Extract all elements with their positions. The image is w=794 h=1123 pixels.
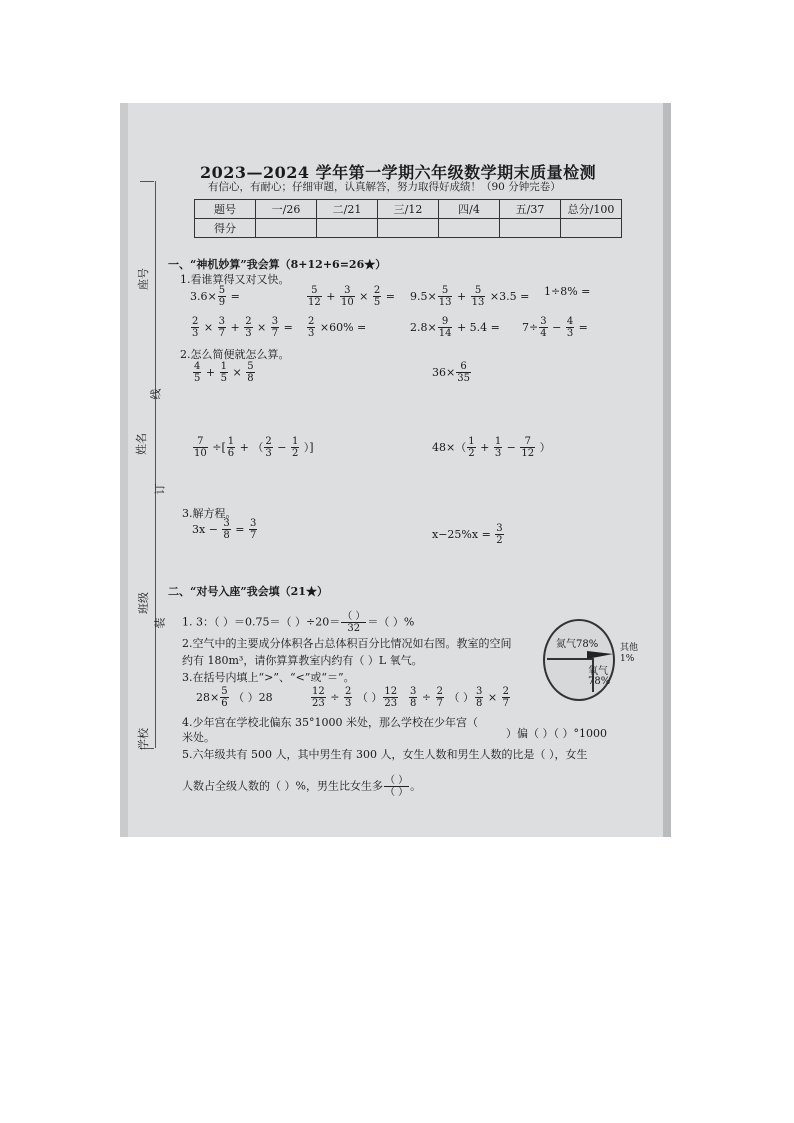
expression-text: ×: [355, 289, 372, 303]
expression-text: ×3.5 =: [486, 289, 530, 303]
expression-text: ×: [200, 320, 217, 334]
expression-text: （ ）: [353, 690, 383, 704]
s2-q4-line2: 米处。: [182, 731, 215, 744]
expression-text: ×: [228, 365, 246, 379]
score-input-cell[interactable]: [317, 219, 378, 238]
s2-q4-line1: 4.少年宫在学校北偏东 35°1000 米处，那么学校在少年宫（: [182, 716, 478, 729]
q1-expression: [306, 316, 366, 339]
fraction: [475, 686, 483, 709]
fraction: [373, 285, 381, 308]
pie-label-nitrogen: 氮气78%: [556, 639, 599, 650]
section2-heading: 二、“对号入座”我会填（21★）: [168, 585, 328, 598]
s2-q5-text: 人数占全级人数的（ ）%，男生比女生多: [182, 779, 383, 793]
fraction-denominator: 14: [438, 328, 452, 339]
q3-equation: [192, 518, 258, 541]
binding-margin-label: 装: [153, 617, 167, 629]
fraction-denominator: 3: [192, 328, 199, 339]
score-value-row: [195, 219, 622, 238]
s2-q3-comparison: [196, 686, 273, 709]
fraction: [494, 436, 502, 459]
q1-expression: [306, 285, 395, 308]
expression-text: =: [575, 320, 588, 334]
q2-heading: 2.怎么简便就怎么算。: [180, 348, 290, 361]
fraction-denominator: 7: [250, 530, 257, 541]
fraction-denominator: 7: [218, 328, 225, 339]
expression-text: （ ）: [444, 690, 474, 704]
expression-text: =: [280, 320, 293, 334]
fraction-denominator: 4: [540, 328, 547, 339]
fraction-denominator: 3: [245, 328, 252, 339]
fraction-numerator: 5: [307, 285, 322, 297]
fraction: [383, 686, 398, 709]
fraction-numerator: 4: [566, 316, 574, 327]
fraction-denominator: 3: [265, 448, 272, 459]
s2-q5-line2: [182, 775, 421, 798]
fraction: [222, 518, 230, 541]
fraction-denominator: 2: [496, 535, 503, 546]
fraction-numerator: 5: [218, 285, 226, 296]
fraction: [502, 686, 510, 709]
fraction-denominator: 3: [566, 328, 574, 339]
fraction-denominator: 35: [457, 373, 470, 384]
s2-q3-comparison: [310, 686, 399, 709]
fraction: [438, 316, 453, 339]
fraction: [291, 436, 299, 459]
expression-text: =: [227, 289, 240, 303]
fraction-numerator: 2: [265, 436, 272, 447]
fraction-numerator: 2: [308, 316, 315, 327]
binding-tick: [140, 181, 154, 182]
expression-text: 36×: [432, 365, 456, 379]
expression-text: =: [382, 289, 395, 303]
fraction-denominator: 7: [436, 698, 443, 709]
expression-text: 1÷8% =: [544, 285, 591, 298]
fraction-denominator: 13: [438, 297, 452, 308]
expression-text: −: [273, 440, 290, 454]
fraction-numerator: 2: [192, 316, 199, 327]
fraction: [520, 436, 535, 459]
fraction-numerator: 12: [312, 686, 325, 697]
score-header-cell: 总分/100: [561, 200, 622, 219]
s2-q1-frac-num: （ ）: [342, 611, 366, 622]
pie-label-oxygen: 氧气: [588, 666, 608, 677]
fraction-numerator: 4: [194, 361, 201, 372]
score-header-cell: 题号: [195, 200, 256, 219]
fraction-denominator: 8: [247, 373, 254, 384]
fraction: [539, 316, 547, 339]
fraction-numerator: 1: [220, 361, 227, 372]
q1-expression: [544, 285, 590, 298]
fraction-numerator: 3: [410, 686, 417, 697]
binding-line: [155, 181, 156, 748]
fraction-numerator: 6: [456, 361, 471, 373]
expression-text: + （: [236, 440, 264, 454]
fraction-numerator: 3: [496, 523, 503, 534]
expression-text: + 5.4 =: [453, 320, 500, 334]
s2-q1-text-a: 1. 3：（ ）＝0.75＝（ ）÷20＝: [182, 615, 341, 629]
fraction-denominator: 3: [494, 448, 502, 459]
score-header-row: [195, 200, 622, 219]
binding-margin-label: 姓名: [135, 433, 148, 455]
fraction-denominator: 5: [373, 297, 381, 308]
fraction-numerator: 5: [247, 361, 254, 372]
fraction-numerator: 1: [494, 436, 502, 447]
score-input-cell[interactable]: [378, 219, 439, 238]
fraction: [244, 316, 252, 339]
binding-margin-label: 班级: [137, 592, 150, 614]
fraction-denominator: 6: [227, 448, 235, 459]
fraction: [409, 686, 417, 709]
expression-text: +: [226, 320, 244, 334]
fraction-denominator: 8: [475, 698, 483, 709]
expression-text: +: [476, 440, 493, 454]
fraction: [566, 316, 574, 339]
expression-text: ×: [484, 690, 501, 704]
fraction: [438, 285, 453, 308]
s2-q5-period: 。: [410, 779, 422, 793]
q3-equation: [432, 523, 505, 546]
binding-margin-label: 座号: [137, 268, 150, 290]
fraction: [456, 361, 471, 384]
fraction: [218, 316, 226, 339]
s2-q5-frac-num: （ ）: [384, 775, 409, 786]
fraction: [264, 436, 272, 459]
expression-text: 3x −: [192, 522, 222, 536]
fraction-denominator: 13: [471, 297, 485, 308]
q1-expression: [190, 285, 240, 308]
s2-q5-fraction: [384, 775, 409, 798]
fraction-denominator: 7: [502, 698, 509, 709]
paper-edge: [663, 103, 671, 837]
q1-expression: [522, 316, 588, 339]
q2-expression: [192, 436, 314, 459]
expression-text: +: [322, 289, 339, 303]
fraction-denominator: 9: [218, 297, 226, 308]
expression-text: ÷: [326, 690, 343, 704]
fraction: [344, 686, 352, 709]
s2-q3-comparison: [408, 686, 511, 709]
fraction: [495, 523, 503, 546]
fraction-denominator: 12: [308, 297, 321, 308]
fraction-numerator: 7: [193, 436, 208, 448]
fraction: [246, 361, 254, 384]
fraction: [191, 316, 199, 339]
expression-text: ÷: [418, 690, 435, 704]
fraction: [307, 316, 315, 339]
expression-text: ×: [253, 320, 270, 334]
expression-text: +: [202, 365, 219, 379]
fraction: [311, 686, 326, 709]
fraction-numerator: 2: [245, 316, 252, 327]
expression-text: −: [503, 440, 520, 454]
exam-subtitle: 有信心，有耐心；仔细审题，认真解答，努力取得好成绩！（90 分钟完卷）: [208, 181, 561, 193]
score-input-cell[interactable]: [256, 219, 317, 238]
fraction-numerator: 1: [227, 436, 235, 447]
fraction: [220, 686, 228, 709]
s2-q3: 3.在括号内填上“>”、“<”或“＝”。: [182, 671, 355, 684]
fraction-denominator: 6: [221, 698, 228, 709]
fraction-numerator: 9: [438, 316, 453, 328]
fraction-numerator: 5: [221, 686, 228, 697]
q2-expression: [192, 361, 256, 384]
s2-q1-fraction: [341, 611, 366, 634]
fraction: [436, 686, 444, 709]
pie-other-wedge: [587, 651, 613, 659]
expression-text: 28×: [196, 690, 220, 704]
fraction-denominator: 5: [220, 373, 227, 384]
fraction-numerator: 7: [520, 436, 535, 448]
fraction-numerator: 12: [384, 686, 398, 697]
fraction-numerator: 2: [373, 285, 381, 296]
score-header-cell: 三/12: [378, 200, 439, 219]
expression-text: +: [453, 289, 470, 303]
fraction-numerator: 3: [250, 518, 257, 529]
fraction-numerator: 2: [502, 686, 509, 697]
s2-q1: [182, 611, 414, 634]
exam-title: 2023—2024 学年第一学期六年级数学期末质量检测: [200, 163, 597, 182]
expression-text: （ ）28: [229, 690, 273, 704]
photo-background: [120, 103, 671, 837]
score-header-cell: 四/4: [439, 200, 500, 219]
fraction-denominator: 3: [344, 698, 352, 709]
q2-expression: [432, 436, 551, 459]
air-composition-pie: [543, 619, 615, 701]
fraction: [193, 361, 201, 384]
score-label-cell: 得分: [195, 219, 256, 238]
fraction-numerator: 2: [436, 686, 443, 697]
s2-q5-frac-den: （ ）: [384, 787, 409, 798]
fraction-denominator: 23: [384, 698, 398, 709]
fraction-numerator: 5: [438, 285, 453, 297]
fraction-denominator: 10: [194, 448, 207, 459]
fraction-numerator: 3: [271, 316, 279, 327]
fraction: [340, 285, 355, 308]
score-input-cell[interactable]: [561, 219, 622, 238]
binding-margin-label: 学校: [137, 728, 150, 750]
expression-text: x−25%x =: [432, 527, 495, 541]
expression-text: ）]: [300, 440, 314, 454]
fraction-denominator: 10: [340, 297, 354, 308]
expression-text: ）: [536, 440, 551, 454]
fraction-denominator: 3: [308, 328, 315, 339]
fraction-denominator: 12: [521, 448, 535, 459]
fraction-numerator: 3: [540, 316, 547, 327]
fraction-numerator: 1: [291, 436, 299, 447]
fraction-numerator: 2: [344, 686, 352, 697]
score-table: [194, 199, 622, 238]
fraction-denominator: 2: [468, 448, 475, 459]
fraction-numerator: 5: [471, 285, 486, 297]
q1-expression: [190, 316, 293, 339]
score-input-cell[interactable]: [500, 219, 561, 238]
fraction-denominator: 7: [271, 328, 279, 339]
binding-margin-label: 订: [153, 483, 167, 495]
fraction: [227, 436, 235, 459]
expression-text: 48×（: [432, 440, 467, 454]
fraction-denominator: 5: [194, 373, 201, 384]
expression-text: 7÷: [522, 320, 539, 334]
expression-text: 3.6×: [190, 289, 217, 303]
s2-q4-tail: ）偏（ ）（ ）°1000: [506, 727, 607, 740]
fraction-denominator: 8: [223, 530, 230, 541]
q1-heading: 1.看谁算得又对又快。: [180, 273, 290, 286]
expression-text: 9.5×: [410, 289, 437, 303]
fraction: [307, 285, 322, 308]
fraction-denominator: 2: [291, 448, 299, 459]
score-header-cell: 一/26: [256, 200, 317, 219]
s2-q1-frac-den: 32: [347, 623, 361, 634]
pie-label-other: 其他: [620, 643, 639, 653]
q1-expression: [410, 316, 500, 339]
expression-text: =: [231, 522, 249, 536]
q1-expression: [410, 285, 529, 308]
q2-expression: [432, 361, 472, 384]
s2-q2-line2: 约有 180m³，请你算算教室内约有（ ）L 氧气。: [182, 654, 423, 667]
fraction: [249, 518, 257, 541]
fraction-denominator: 23: [312, 698, 325, 709]
fraction-denominator: 8: [410, 698, 417, 709]
fraction-numerator: 3: [340, 285, 355, 297]
score-header-cell: 二/21: [317, 200, 378, 219]
s2-q5-line1: 5.六年级共有 500 人，其中男生有 300 人，女生人数和男生人数的比是（ ），女生: [182, 748, 588, 761]
fraction-numerator: 3: [475, 686, 483, 697]
score-header-cell: 五/37: [500, 200, 561, 219]
fraction: [193, 436, 208, 459]
expression-text: ÷[: [208, 440, 226, 454]
fraction-numerator: 3: [223, 518, 230, 529]
s2-q2-line1: 2.空气中的主要成分体积各占总体积百分比情况如右图。教室的空间: [182, 637, 512, 650]
pie-value-other: 1%: [620, 654, 635, 664]
fraction: [271, 316, 279, 339]
fraction-numerator: 3: [218, 316, 225, 327]
expression-text: −: [548, 320, 565, 334]
pie-value-oxygen: 78%: [588, 676, 611, 687]
fraction: [218, 285, 226, 308]
fraction: [220, 361, 228, 384]
fraction: [467, 436, 475, 459]
fraction: [471, 285, 486, 308]
section1-heading: 一、“神机妙算”我会算（8+12+6=26★）: [168, 258, 387, 271]
expression-text: 2.8×: [410, 320, 437, 334]
fraction-numerator: 1: [468, 436, 475, 447]
expression-text: ×60% =: [316, 320, 367, 334]
s2-q1-text-b: ＝（ ）%: [367, 615, 415, 629]
q3-heading: 3.解方程。: [182, 507, 237, 520]
binding-margin-label: 线: [149, 388, 163, 400]
score-input-cell[interactable]: [439, 219, 500, 238]
